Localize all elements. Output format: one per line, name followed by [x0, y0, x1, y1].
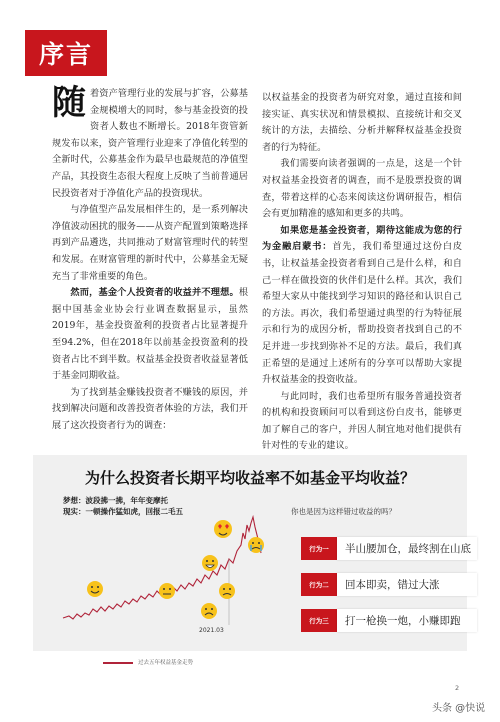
angry-face-icon	[219, 583, 235, 599]
grin-face-icon	[202, 555, 218, 571]
intro-paragraph: 着资产管理行业的发展与扩容，公募基金规模增大的同时，参与基金投资的投资者人数也不断增长。2018年资管新规发布以来，资产管理行业迎来了净值化转型的全新时代，公募基金作为最早也最规范的净值型产品，其投资生态很大程度上反映了当前普通居民投资者对于净值化产品的投资现状。	[52, 88, 248, 199]
left-column	[52, 83, 248, 434]
behavior-label-3: 打一枪换一炮，小赚即跑	[337, 609, 477, 632]
crying-face-icon	[248, 537, 264, 553]
behavior-tag-3: 行为三	[301, 609, 337, 632]
fund-trend-chart	[55, 503, 275, 638]
paragraph-institutions: 与此同时，我们也希望所有服务普通投资者的机构和投资顾问可以看到这份白皮书，能够更加了解自己的客户，并因人制宜地对他们提供有针对性的专业的建议。	[262, 390, 462, 452]
paragraph-services: 与净值型产品发展相伴生的，是一系列解决净值波动困扰的服务——从资产配置到策略选择再到产品遴选，共同推动了财富管理时代的转型和发展。在财富管理的新时代中，公募基金无疑充当了非常重要的角色。	[52, 204, 248, 282]
dream-label: 梦想：	[63, 496, 86, 505]
dropcap: 随	[52, 83, 86, 123]
legend-swatch	[103, 662, 133, 664]
reality-text: 一顿操作猛如虎，回报二毛五	[85, 507, 183, 516]
page-number: 2	[455, 684, 460, 692]
paragraph-hopes	[262, 223, 462, 389]
page-heading: 序言	[25, 30, 107, 76]
dream-text: 波段拂一拂，年年变摩托	[85, 496, 168, 505]
happy-face-icon	[87, 581, 103, 597]
behavior-label-1: 半山腰加仓，最终割在山底	[337, 537, 477, 560]
paragraph-returns	[52, 285, 248, 385]
behavior-tag-1: 行为一	[301, 537, 337, 560]
returns-body: 根据中国基金业协会行业调查数据显示，虽然2019年，基金投资盈利的投资者占比显著提升至94.2%，但在2018年以前基金投资盈利的投资者占比不到半数。权益基金投资者收益显著低于基金同期收益。	[52, 287, 248, 382]
panel-title: 为什么投资者长期平均收益率不如基金平均收益？	[84, 469, 415, 487]
returns-lead: 然而，基金个人投资者的收益并不理想。	[70, 287, 239, 299]
chart-date-label: 2021.03	[199, 627, 224, 634]
watermark: 头条 @快说	[432, 703, 486, 714]
hopes-body: 首先，我们希望通过这份白皮书，让权益基金投资者看到自己是什么样，和自己一样在做投资的伙伴们是什么样。其次，我们希望大家从中能找到学习知识的路径和认识自己的方法。再次，我们希望通过典型的行为特征展示和行为的成因分析，帮助投资者找到自己的不足并进一步找到弥补不足的方法。最后，我们真正希望的是通过上述所有的分享可以帮助大家提升权益基金的投资收益。	[262, 241, 463, 386]
sad-face-icon	[201, 603, 217, 619]
behavior-option-3	[301, 609, 477, 632]
nervous-face-icon	[159, 583, 175, 599]
love-face-icon	[214, 520, 232, 538]
paragraph-emphasis: 我们需要向读者强调的一点是，这是一个针对权益基金投资者的调查，而不是股票投资的调查，带着这样的心态来阅读这份调研报告，相信会有更加精准的感知和更多的共鸣。	[262, 158, 462, 220]
legend-label: 过去五年权益基金走势	[138, 660, 194, 666]
paragraph-method: 以权益基金的投资者为研究对象，通过直接和间接实证、真实状况和情景模拟、直接统计和交叉统计的方法，去描绘、分析并解释权益基金投资者的行为特征。	[262, 92, 462, 153]
reality-label: 现实：	[63, 507, 86, 516]
paragraph-purpose: 为了找到基金赚钱投资者不赚钱的原因，并找到解决问题和改善投资者体验的方法，我们开展了这次投资者行为的调查：	[52, 386, 248, 431]
question-text: 你也是因为这样错过收益的吗？	[291, 507, 396, 516]
right-column	[262, 90, 462, 455]
behavior-option-1	[301, 537, 477, 560]
behavior-option-2	[301, 573, 477, 596]
infographic-panel	[33, 455, 471, 666]
behavior-tag-2: 行为二	[301, 573, 337, 596]
behavior-label-2: 回本即卖，错过大涨	[337, 573, 477, 596]
hopes-lead: 如果您是基金投资者，期待这能成为您的行为金融启蒙书：	[262, 224, 462, 253]
